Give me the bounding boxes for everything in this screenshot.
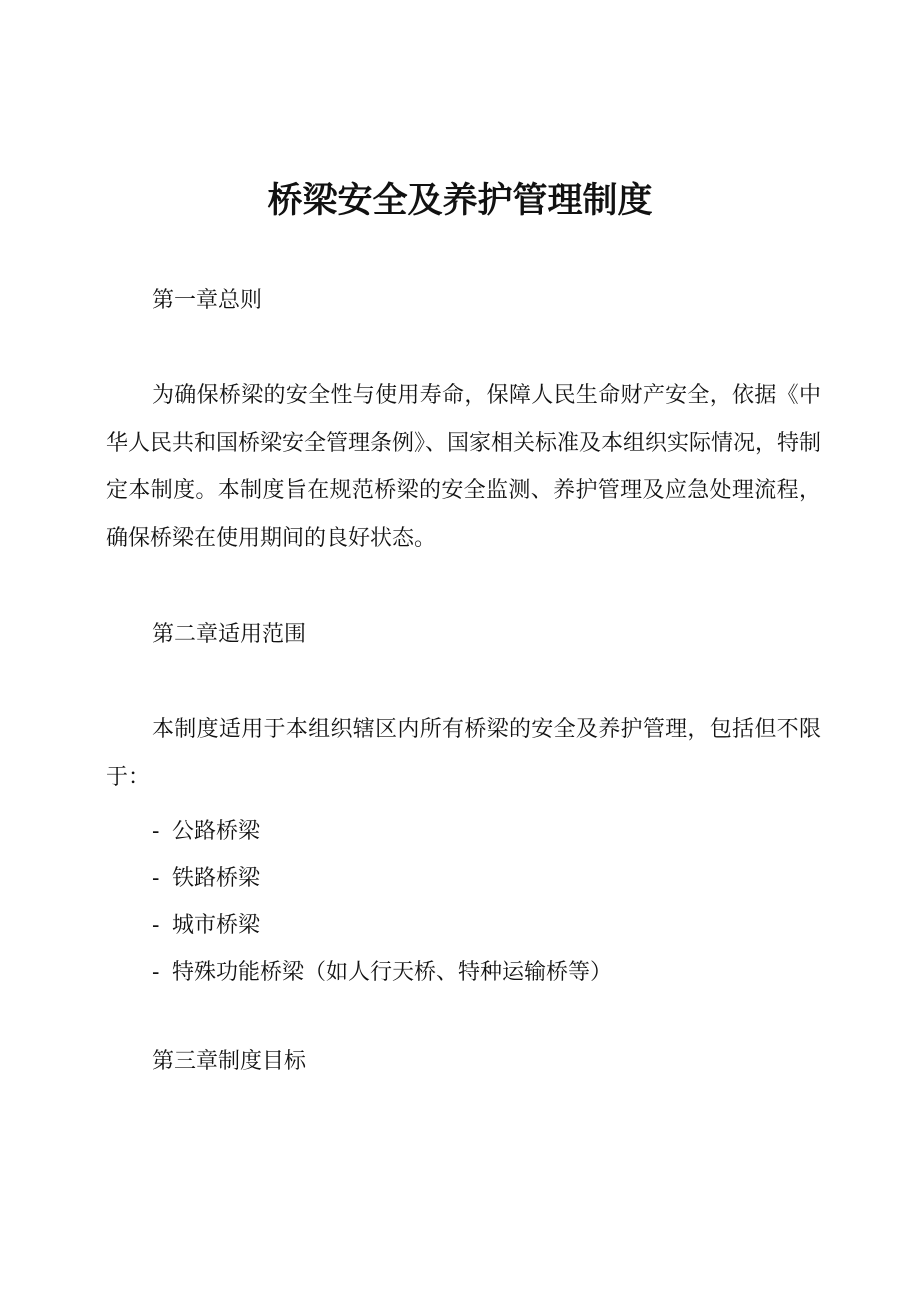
list-dash: - — [152, 960, 160, 985]
chapter-1-paragraph: 为确保桥梁的安全性与使用寿命，保障人民生命财产安全，依据《中华人民共和国桥梁安全管理条例》、国家相关标准及本组织实际情况，特制定本制度。本制度旨在规范桥梁的安全监测、养护管理及应急处理流程，确保桥梁在使用期间的良好状态。 — [106, 383, 822, 551]
list-dash: - — [152, 866, 160, 891]
list-dash: - — [152, 819, 160, 844]
chapter-3-heading: 第三章制度目标 — [152, 1049, 307, 1074]
list-item-text: 特殊功能桥梁（如人行天桥、特种运输桥等） — [172, 960, 613, 985]
chapter-2-paragraph: 本制度适用于本组织辖区内所有桥梁的安全及养护管理，包括但不限于： — [106, 717, 821, 790]
chapter-1-heading: 第一章总则 — [152, 288, 263, 313]
list-item — [152, 902, 612, 949]
list-item-text: 铁路桥梁 — [172, 866, 261, 891]
list-dash: - — [152, 913, 160, 938]
list-item-text: 城市桥梁 — [172, 913, 261, 938]
document-title: 桥梁安全及养护管理制度 — [267, 181, 653, 221]
bridge-type-list — [152, 808, 612, 996]
list-item — [152, 808, 612, 855]
list-item — [152, 949, 612, 996]
list-item — [152, 855, 612, 902]
chapter-2-heading: 第二章适用范围 — [152, 622, 307, 647]
list-item-text: 公路桥梁 — [172, 819, 261, 844]
